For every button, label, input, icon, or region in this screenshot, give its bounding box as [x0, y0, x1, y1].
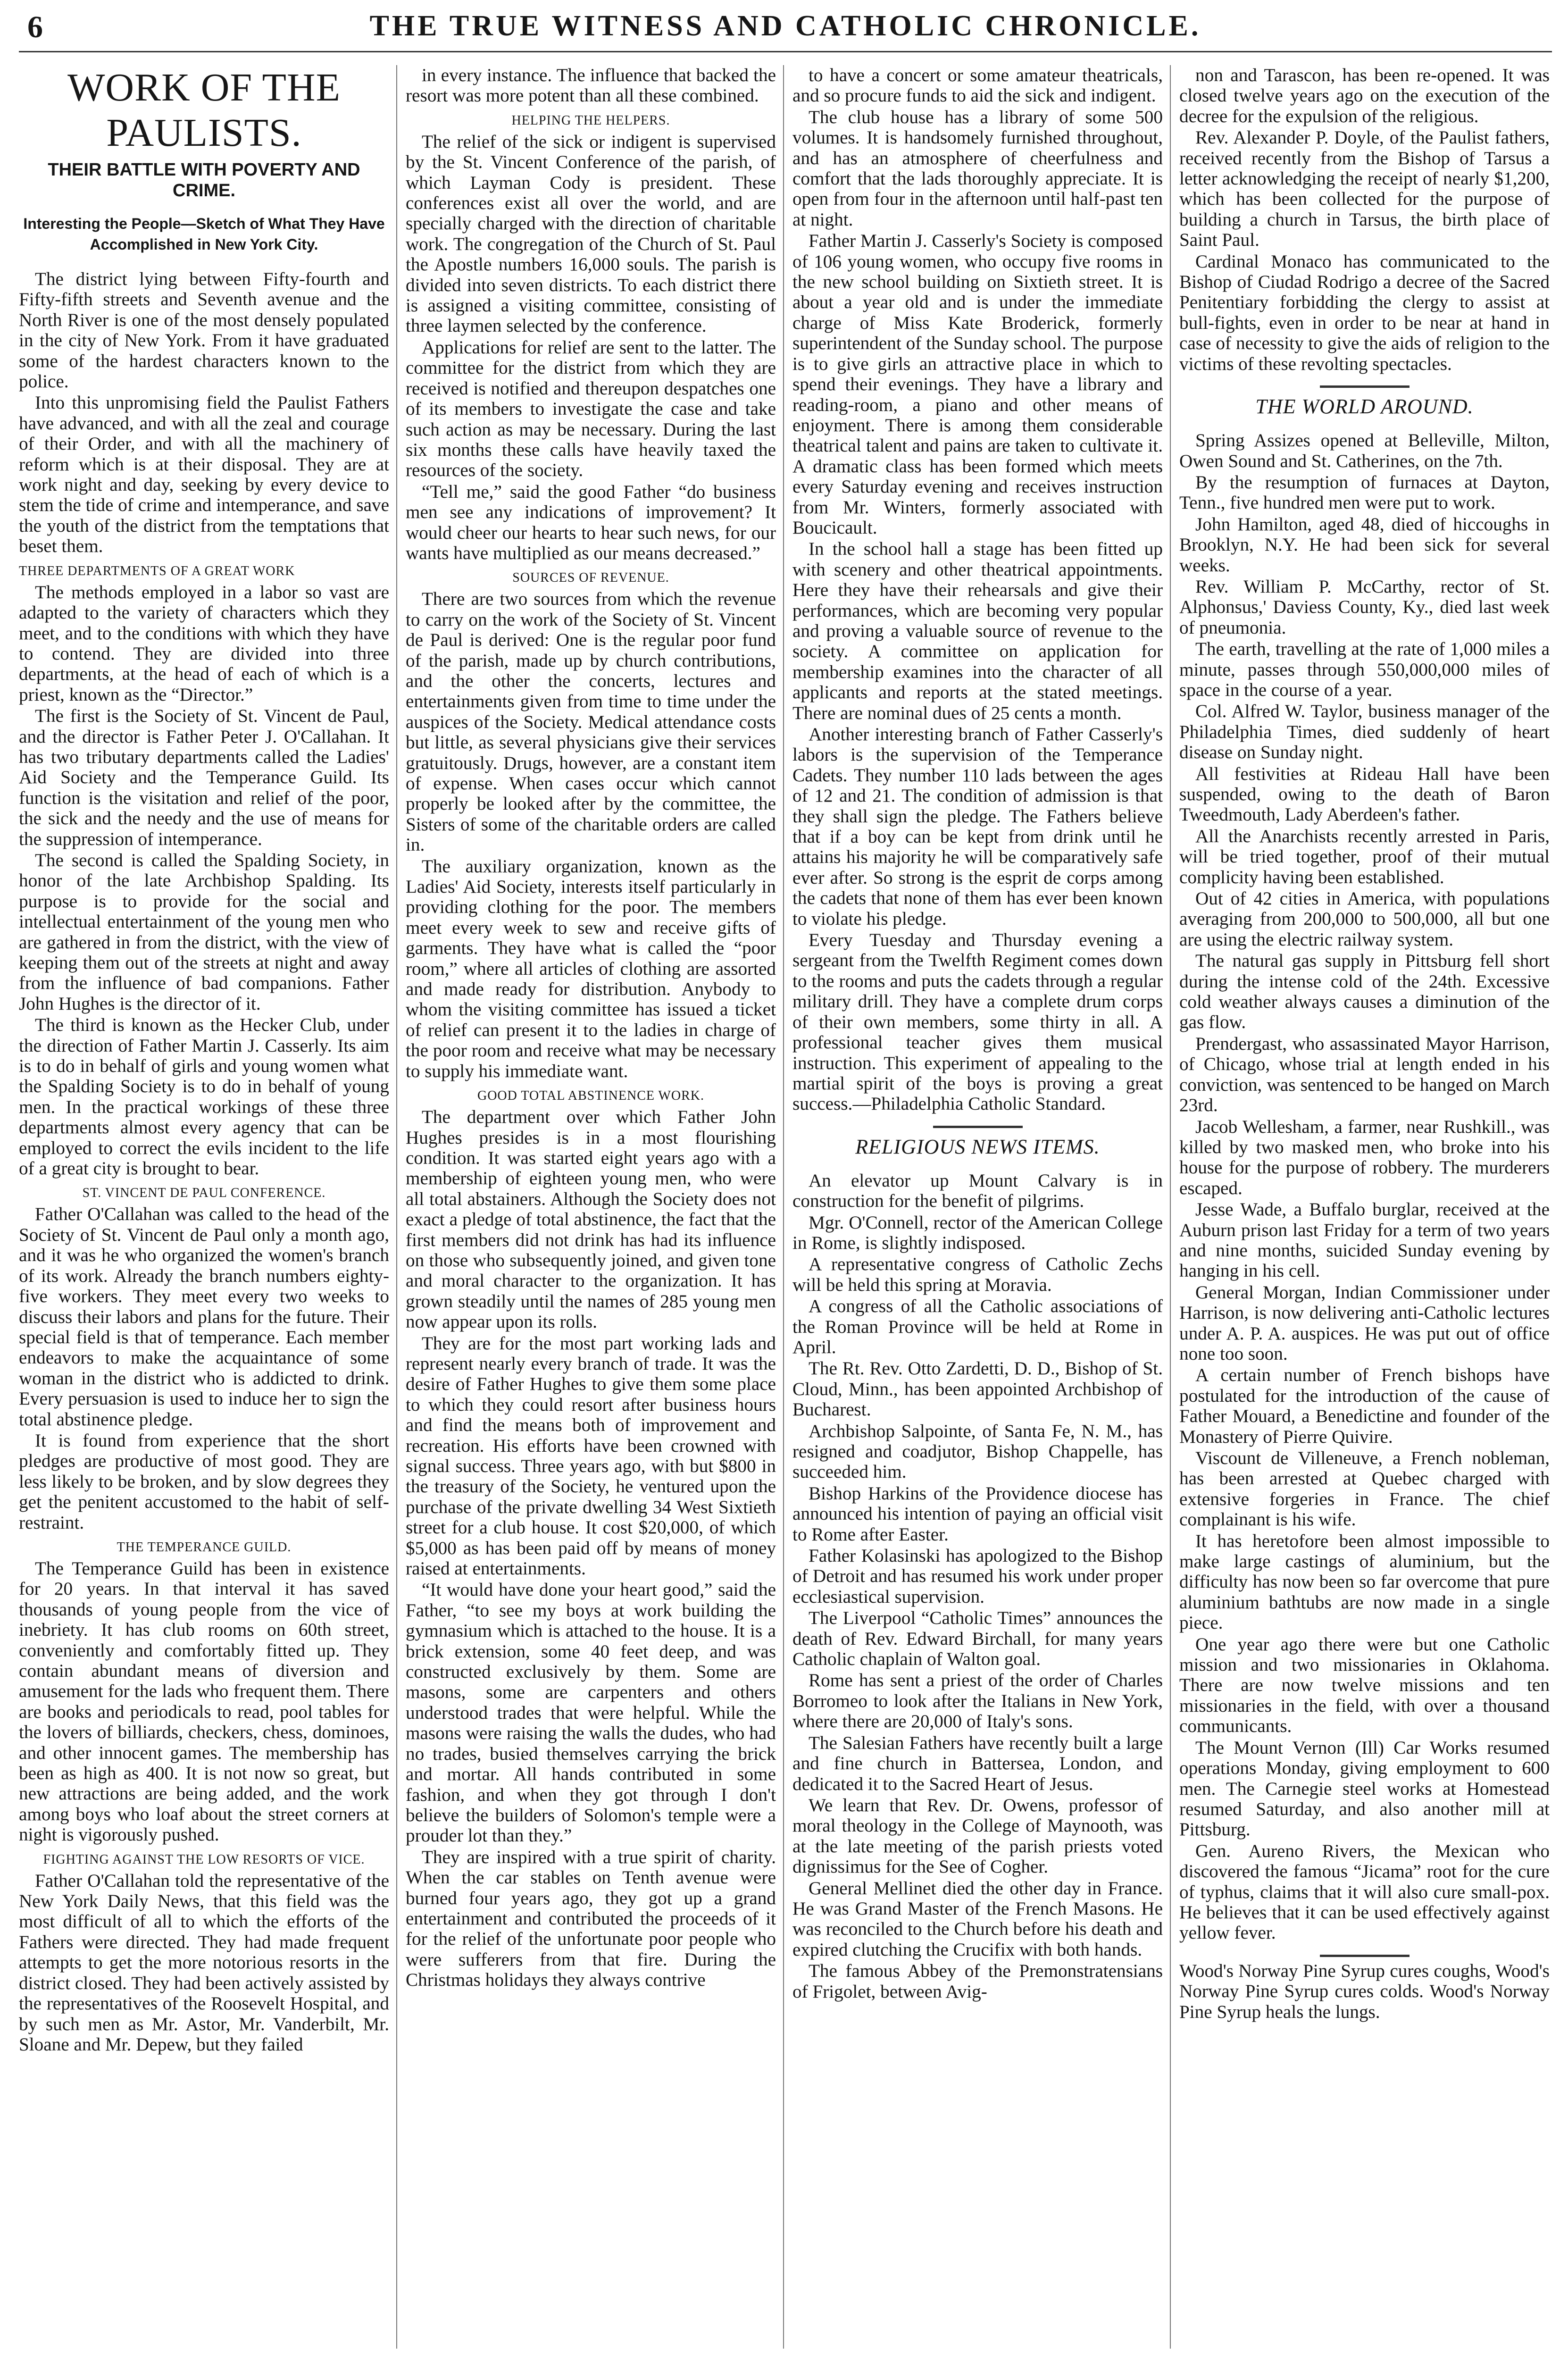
- section-subhead: THE TEMPERANCE GUILD.: [117, 1539, 292, 1555]
- paragraph: “It would have done your heart good,” said the Father, “to see my boys at work building the gymnasium which is attached to the house. It is a brick extension, some 40 feet deep, and was constructed exclusively by them. Some are masons, some are carpenters and others understood trades that were helpful. While the masons were raising the walls the dudes, who had no trades, busied themselves carrying the brick and mortar. All hands contributed in some fashion, and when they got through I don't believe the builders of Solomon's temple were a prouder lot than they.”: [406, 1580, 776, 1846]
- paragraph: “Tell me,” said the good Father “do business men see any indications of improvement? It would cheer our hearts to hear such news, for our wants have multiplied as our means decreased.”: [406, 481, 776, 563]
- news-item: Bishop Harkins of the Providence diocese has announced his intention of paying an official visit to Rome after Easter.: [792, 1483, 1163, 1545]
- news-item: The natural gas supply in Pittsburg fell short during the intense cold of the 24th. Excessive cold weather always causes a diminution of the gas flow.: [1179, 951, 1550, 1033]
- news-item: The Rt. Rev. Otto Zardetti, D. D., Bishop of St. Cloud, Minn., has been appointed Archbishop of Bucharest.: [792, 1358, 1163, 1420]
- section-heading: THE WORLD AROUND.: [1255, 395, 1474, 418]
- news-item: The Mount Vernon (Ill) Car Works resumed operations Monday, giving employment to 600 men. The Carnegie steel works at Homestead resumed Saturday, and also another mill at Pittsburg.: [1179, 1737, 1550, 1840]
- column-rule: [396, 65, 397, 2349]
- news-item: All festivities at Rideau Hall have been suspended, owing to the death of Baron Tweedmouth, Lady Aberdeen's father.: [1179, 763, 1550, 825]
- column-3: [792, 65, 1163, 2353]
- paragraph: The auxiliary organization, known as the Ladies' Aid Society, interests itself particularly in providing clothing for the poor. The members meet every week to sew and receive gifts of garments. They have what is called the “poor room,” where all articles of clothing are assorted and made ready for distribution. Anybody to whom the visiting committee has issued a ticket of relief can present it to the ladies in charge of the poor room and receive what may be necessary to supply his immediate want.: [406, 856, 776, 1081]
- paragraph: Father O'Callahan told the representative of the New York Daily News, that this field was the most difficult of all to which the efforts of the Fathers were directed. They had made frequent attempts to get the more notorious resorts in the district closed. They had been actively assisted by the representatives of the Roosevelt Hospital, and by such men as Mr. Astor, Mr. Vanderbilt, Mr. Sloane and Mr. Depew, but they failed: [19, 1870, 389, 2055]
- paragraph: Another interesting branch of Father Casserly's labors is the supervision of the Temperance Cadets. They number 110 lads between the ages of 12 and 21. The condition of admission is that they shall sign the pledge. The Fathers believe that if a boy can be kept from drink until he attains his majority he will be comparatively safe ever after. So strong is the esprit de corps among the cadets that none of them has ever been known to violate his pledge.: [792, 724, 1163, 929]
- column-1: [19, 65, 389, 2353]
- paragraph: The second is called the Spalding Society, in honor of the late Archbishop Spalding. Its purpose is to provide for the social and intellectual entertainment of the young men who are gathered in from the district, with the view of keeping them out of the streets at night and away from the influence of bad companions. Father John Hughes is the director of it.: [19, 850, 389, 1014]
- news-item: Rev. William P. McCarthy, rector of St. Alphonsus,' Daviess County, Ky., died last week of pneumonia.: [1179, 576, 1550, 638]
- news-item: A certain number of French bishops have postulated for the introduction of the cause of Father Mouard, a Benedictine and founder of the Monastery of Pierre Quivire.: [1179, 1365, 1550, 1447]
- section-divider: [1320, 385, 1410, 388]
- paragraph: non and Tarascon, has been re-opened. It was closed twelve years ago on the execution of the decree for the expulsion of the religious.: [1179, 65, 1550, 126]
- paragraph: The Temperance Guild has been in existence for 20 years. In that interval it has saved thousands of young people from the vice of inebriety. It has club rooms on 60th street, conveniently and comfortably fitted up. They contain abundant means of diversion and amusement for the lads who frequent them. There are books and periodicals to read, pool tables for the lovers of billiards, checkers, chess, dominoes, and other innocent games. The membership has been as high as 400. It is not now so great, but new attractions are being added, and the work among boys who loaf about the street corners at night is vigorously pushed.: [19, 1558, 389, 1845]
- news-item: John Hamilton, aged 48, died of hiccoughs in Brooklyn, N.Y. He had been sick for several weeks.: [1179, 514, 1550, 576]
- news-item: Prendergast, who assassinated Mayor Harrison, of Chicago, whose trial at length ended in his conviction, was sentenced to be hanged on March 23rd.: [1179, 1033, 1550, 1116]
- news-item: Father Kolasinski has apologized to the Bishop of Detroit and has resumed his work under proper ecclesiastical supervision.: [792, 1546, 1163, 1607]
- section-subhead: GOOD TOTAL ABSTINENCE WORK.: [477, 1088, 705, 1104]
- section-subhead: ST. VINCENT DE PAUL CONFERENCE.: [82, 1186, 326, 1201]
- news-item: The earth, travelling at the rate of 1,000 miles a minute, passes through 550,000,000 miles of space in the course of a year.: [1179, 639, 1550, 700]
- news-item: By the resumption of furnaces at Dayton, Tenn., five hundred men were put to work.: [1179, 472, 1550, 513]
- section-divider: [933, 1126, 1023, 1128]
- paragraph: Every Tuesday and Thursday evening a sergeant from the Twelfth Regiment comes down to the rooms and puts the cadets through a regular military drill. They have a complete drum corps of their own members, some thirty in all. A professional teacher gives them musical instruction. This experiment of appealing to the martial spirit of the boys is proving a great success.—Philadelphia Catholic Standard.: [792, 930, 1163, 1114]
- paragraph: Father O'Callahan was called to the head of the Society of St. Vincent de Paul only a month ago, and it was he who organized the women's branch of its work. Already the branch numbers eighty-five workers. They meet every two weeks to discuss their labors and plans for the future. Their special field is that of temperance. Each member endeavors to make the acquaintance of some woman in the district who is addicted to drink. Every persuasion is used to induce her to sign the total abstinence pledge.: [19, 1204, 389, 1430]
- paper-title: THE TRUE WITNESS AND CATHOLIC CHRONICLE.: [369, 10, 1201, 42]
- section-subhead: SOURCES OF REVENUE.: [512, 570, 669, 586]
- page-number: 6: [27, 10, 43, 44]
- paragraph: They are for the most part working lads and represent nearly every branch of trade. It was the desire of Father Hughes to give them some place to which they could resort after business hours and find the means both of improvement and recreation. His efforts have been crowned with signal success. Three years ago, with but $800 in the treasury of the Society, he ventured upon the purchase of the private dwelling 34 West Sixtieth street for a club house. It cost $20,000, of which $5,000 as has been paid off by means of money raised at entertainments.: [406, 1333, 776, 1579]
- paragraph: Into this unpromising field the Paulist Fathers have advanced, and with all the zeal and courage of their Order, and with all the machinery of reform which is at their disposal. They are at work night and day, seeking by every device to stem the tide of crime and intemperance, and save the youth of the district from the temptations that beset them.: [19, 393, 389, 557]
- section-divider: [1320, 1955, 1410, 1957]
- paragraph: The methods employed in a labor so vast are adapted to the variety of characters which they meet, and to the conditions with which they have to contend. They are divided into three departments, at the head of each of which is a priest, known as the “Director.”: [19, 582, 389, 705]
- section-subhead: HELPING THE HELPERS.: [511, 113, 670, 128]
- paragraph: In the school hall a stage has been fitted up with scenery and other theatrical appointments. Here they have their rehearsals and give their performances, which are becoming very popular and proving a valuable source of revenue to the society. A committee on application for membership examines into the character of all applicants and reports at the stated meetings. There are nominal dues of 25 cents a month.: [792, 539, 1163, 723]
- news-item: One year ago there were but one Catholic mission and two missionaries in Oklahoma. There are now twelve missions and ten missionaries in the field, with over a thousand communicants.: [1179, 1634, 1550, 1737]
- article-headline: WORK OF THE PAULISTS.: [67, 66, 341, 155]
- news-item: Jacob Wellesham, a farmer, near Rushkill., was killed by two masked men, who broke into his house for the purpose of robbery. The murderers escaped.: [1179, 1116, 1550, 1198]
- news-item: We learn that Rev. Dr. Owens, professor of moral theology in the College of Maynooth, was at the late meeting of the parish priests voted dignissimus for the See of Cogher.: [792, 1795, 1163, 1877]
- paragraph: The third is known as the Hecker Club, under the direction of Father Martin J. Casserly. Its aim is to do in behalf of girls and young women what the Spalding Society is to do in behalf of young men. In the practical workings of these three departments almost every agency that can be employed to correct the evils incident to the life of a great city is brought to bear.: [19, 1015, 389, 1179]
- news-item: A representative congress of Catholic Zechs will be held this spring at Moravia.: [792, 1254, 1163, 1295]
- news-item: Gen. Aureno Rivers, the Mexican who discovered the famous “Jicama” root for the cure of typhus, claims that it will also cure small-pox. He believes that it can be used effectively against yellow fever.: [1179, 1840, 1550, 1943]
- paragraph: The club house has a library of some 500 volumes. It is handsomely furnished throughout, and has an atmosphere of cheerfulness and comfort that the lads thoroughly appreciate. It is open from four in the afternoon until half-past ten at night.: [792, 107, 1163, 230]
- paragraph: Cardinal Monaco has communicated to the Bishop of Ciudad Rodrigo a decree of the Sacred Penitentiary forbidding the clergy to assist at bull-fights, even in order to be near at hand in case of necessity to give the aids of religion to the victims of these revolting spectacles.: [1179, 251, 1550, 374]
- masthead: [19, 4, 1552, 52]
- column-rule: [783, 65, 784, 2349]
- paragraph: It is found from experience that the short pledges are productive of most good. They are less likely to be broken, and by slow degrees they get the penitent accustomed to the habit of self-restraint.: [19, 1430, 389, 1533]
- paragraph: Applications for relief are sent to the latter. The committee for the district from which they are received is notified and thereupon despatches one of its members to investigate the case and take such action as may be necessary. During the last six months these calls have heavily taxed the resources of the society.: [406, 337, 776, 481]
- column-2: [406, 65, 776, 2353]
- news-item: Col. Alfred W. Taylor, business manager of the Philadelphia Times, died suddenly of heart disease on Sunday night.: [1179, 701, 1550, 763]
- news-item: All the Anarchists recently arrested in Paris, will be tried together, proof of their mutual complicity having been established.: [1179, 826, 1550, 887]
- advertisement: Wood's Norway Pine Syrup cures coughs, Wood's Norway Pine Syrup cures colds. Wood's Norway Pine Syrup heals the lungs.: [1179, 1960, 1550, 2022]
- news-item: Rome has sent a priest of the order of Charles Borromeo to look after the Italians in New York, where there are 20,000 of Italy's sons.: [792, 1670, 1163, 1732]
- section-subhead: FIGHTING AGAINST THE LOW RESORTS OF VICE.: [43, 1852, 365, 1867]
- paragraph: Rev. Alexander P. Doyle, of the Paulist fathers, received recently from the Bishop of Tarsus a letter acknowledging the receipt of nearly $1,200, which has been collected for the purpose of building a church in Tarsus, the birth place of Saint Paul.: [1179, 127, 1550, 251]
- news-item: General Morgan, Indian Commissioner under Harrison, is now delivering anti-Catholic lectures under A. P. A. auspices. He was put out of office none too soon.: [1179, 1282, 1550, 1364]
- paragraph: They are inspired with a true spirit of charity. When the car stables on Tenth avenue were burned four years ago, they got up a grand entertainment and contributed the proceeds of it for the relief of the unfortunate poor people who were sufferers from that fire. During the Christmas holidays they always contrive: [406, 1847, 776, 1991]
- news-item: Mgr. O'Connell, rector of the American College in Rome, is slightly indisposed.: [792, 1212, 1163, 1253]
- paragraph: The first is the Society of St. Vincent de Paul, and the director is Father Peter J. O'Callahan. It has two tributary departments called the Ladies' Aid Society and the Temperance Guild. Its function is the visitation and relief of the poor, the sick and the needy and the use of means for the suppression of intemperance.: [19, 706, 389, 849]
- news-item: The Salesian Fathers have recently built a large and fine church in Battersea, London, and dedicated it to the Sacred Heart of Jesus.: [792, 1732, 1163, 1794]
- news-item: Spring Assizes opened at Belleville, Milton, Owen Sound and St. Catherines, on the 7th.: [1179, 430, 1550, 471]
- paragraph: Father Martin J. Casserly's Society is composed of 106 young women, who occupy five rooms in the new school building on Sixtieth street. It is about a year old and is under the immediate charge of Miss Kate Broderick, formerly superintendent of the Sunday school. The purpose is to give girls an attractive place in which to spend their evenings. They have a library and reading-room, a piano and other means of enjoyment. There is among them considerable theatrical talent and pains are taken to cultivate it. A dramatic class has been formed which meets every Saturday evening and receives instruction from Mr. Winters, formerly associated with Boucicault.: [792, 231, 1163, 538]
- news-item: An elevator up Mount Calvary is in construction for the benefit of pilgrims.: [792, 1170, 1163, 1212]
- news-item: Out of 42 cities in America, with populations averaging from 200,000 to 500,000, all but one are using the electric railway system.: [1179, 888, 1550, 950]
- section-heading: RELIGIOUS NEWS ITEMS.: [855, 1135, 1100, 1158]
- paragraph: There are two sources from which the revenue to carry on the work of the Society of St. Vincent de Paul is derived: One is the regular poor fund of the parish, made up by church contributions, and the other the concerts, lectures and entertainments given from time to time under the auspices of the Society. Medical attendance costs but little, as several physicians give their services gratuitously. Drugs, however, are a constant item of expense. When cases occur which cannot properly be looked after by the committee, the Sisters of some of the charitable orders are called in.: [406, 589, 776, 855]
- paragraph: The district lying between Fifty-fourth and Fifty-fifth streets and Seventh avenue and the North River is one of the most densely populated in the city of New York. From it have graduated some of the hardest characters known to the police.: [19, 269, 389, 392]
- news-item: Archbishop Salpointe, of Santa Fe, N. M., has resigned and coadjutor, Bishop Chappelle, has succeeded him.: [792, 1421, 1163, 1482]
- paragraph: to have a concert or some amateur theatricals, and so procure funds to aid the sick and indigent.: [792, 65, 1163, 106]
- section-subhead: THREE DEPARTMENTS OF A GREAT WORK: [19, 563, 295, 578]
- paragraph: in every instance. The influence that backed the resort was more potent than all these combined.: [406, 65, 776, 106]
- news-item: General Mellinet died the other day in France. He was Grand Master of the French Masons. He was reconciled to the Church before his death and expired clutching the Crucifix with both hands.: [792, 1878, 1163, 1960]
- news-item: It has heretofore been almost impossible to make large castings of aluminium, but the difficulty has now been so far overcome that pure aluminium bathtubs are now made in a single piece.: [1179, 1531, 1550, 1633]
- news-item: Viscount de Villeneuve, a French nobleman, has been arrested at Quebec charged with extensive forgeries in France. The chief complainant is his wife.: [1179, 1448, 1550, 1530]
- news-item: A congress of all the Catholic associations of the Roman Province will be held at Rome in April.: [792, 1296, 1163, 1357]
- article-subhead: THEIR BATTLE WITH POVERTY AND CRIME.: [48, 160, 360, 201]
- paragraph: The relief of the sick or indigent is supervised by the St. Vincent Conference of the parish, of which Layman Cody is president. These conferences exist all over the world, and are specially charged with the direction of charitable work. The congregation of the Church of St. Paul the Apostle numbers 16,000 souls. The parish is divided into seven districts. To each district there is assigned a visiting committee, consisting of three laymen selected by the conference.: [406, 131, 776, 336]
- column-rule: [1170, 65, 1171, 2349]
- news-item: The Liverpool “Catholic Times” announces the death of Rev. Edward Birchall, for many years Catholic chaplain of Walton goal.: [792, 1608, 1163, 1670]
- paragraph: The department over which Father John Hughes presides is in a most flourishing condition. It was started eight years ago with a membership of eighteen young men, who were all total abstainers. Although the Society does not exact a pledge of total abstinence, the fact that the first members did not drink has had its influence on those who subsequently joined, and given tone and moral character to the organization. It has grown steadily until the names of 285 young men now appear upon its rolls.: [406, 1107, 776, 1332]
- news-item: Jesse Wade, a Buffalo burglar, received at the Auburn prison last Friday for a term of two years and nine months, suicided Sunday evening by hanging in his cell.: [1179, 1199, 1550, 1281]
- column-4: [1179, 65, 1550, 2353]
- news-item: The famous Abbey of the Premonstratensians of Frigolet, between Avig-: [792, 1961, 1163, 2002]
- article-dek: Interesting the People—Sketch of What They Have Accomplished in New York City.: [23, 215, 385, 253]
